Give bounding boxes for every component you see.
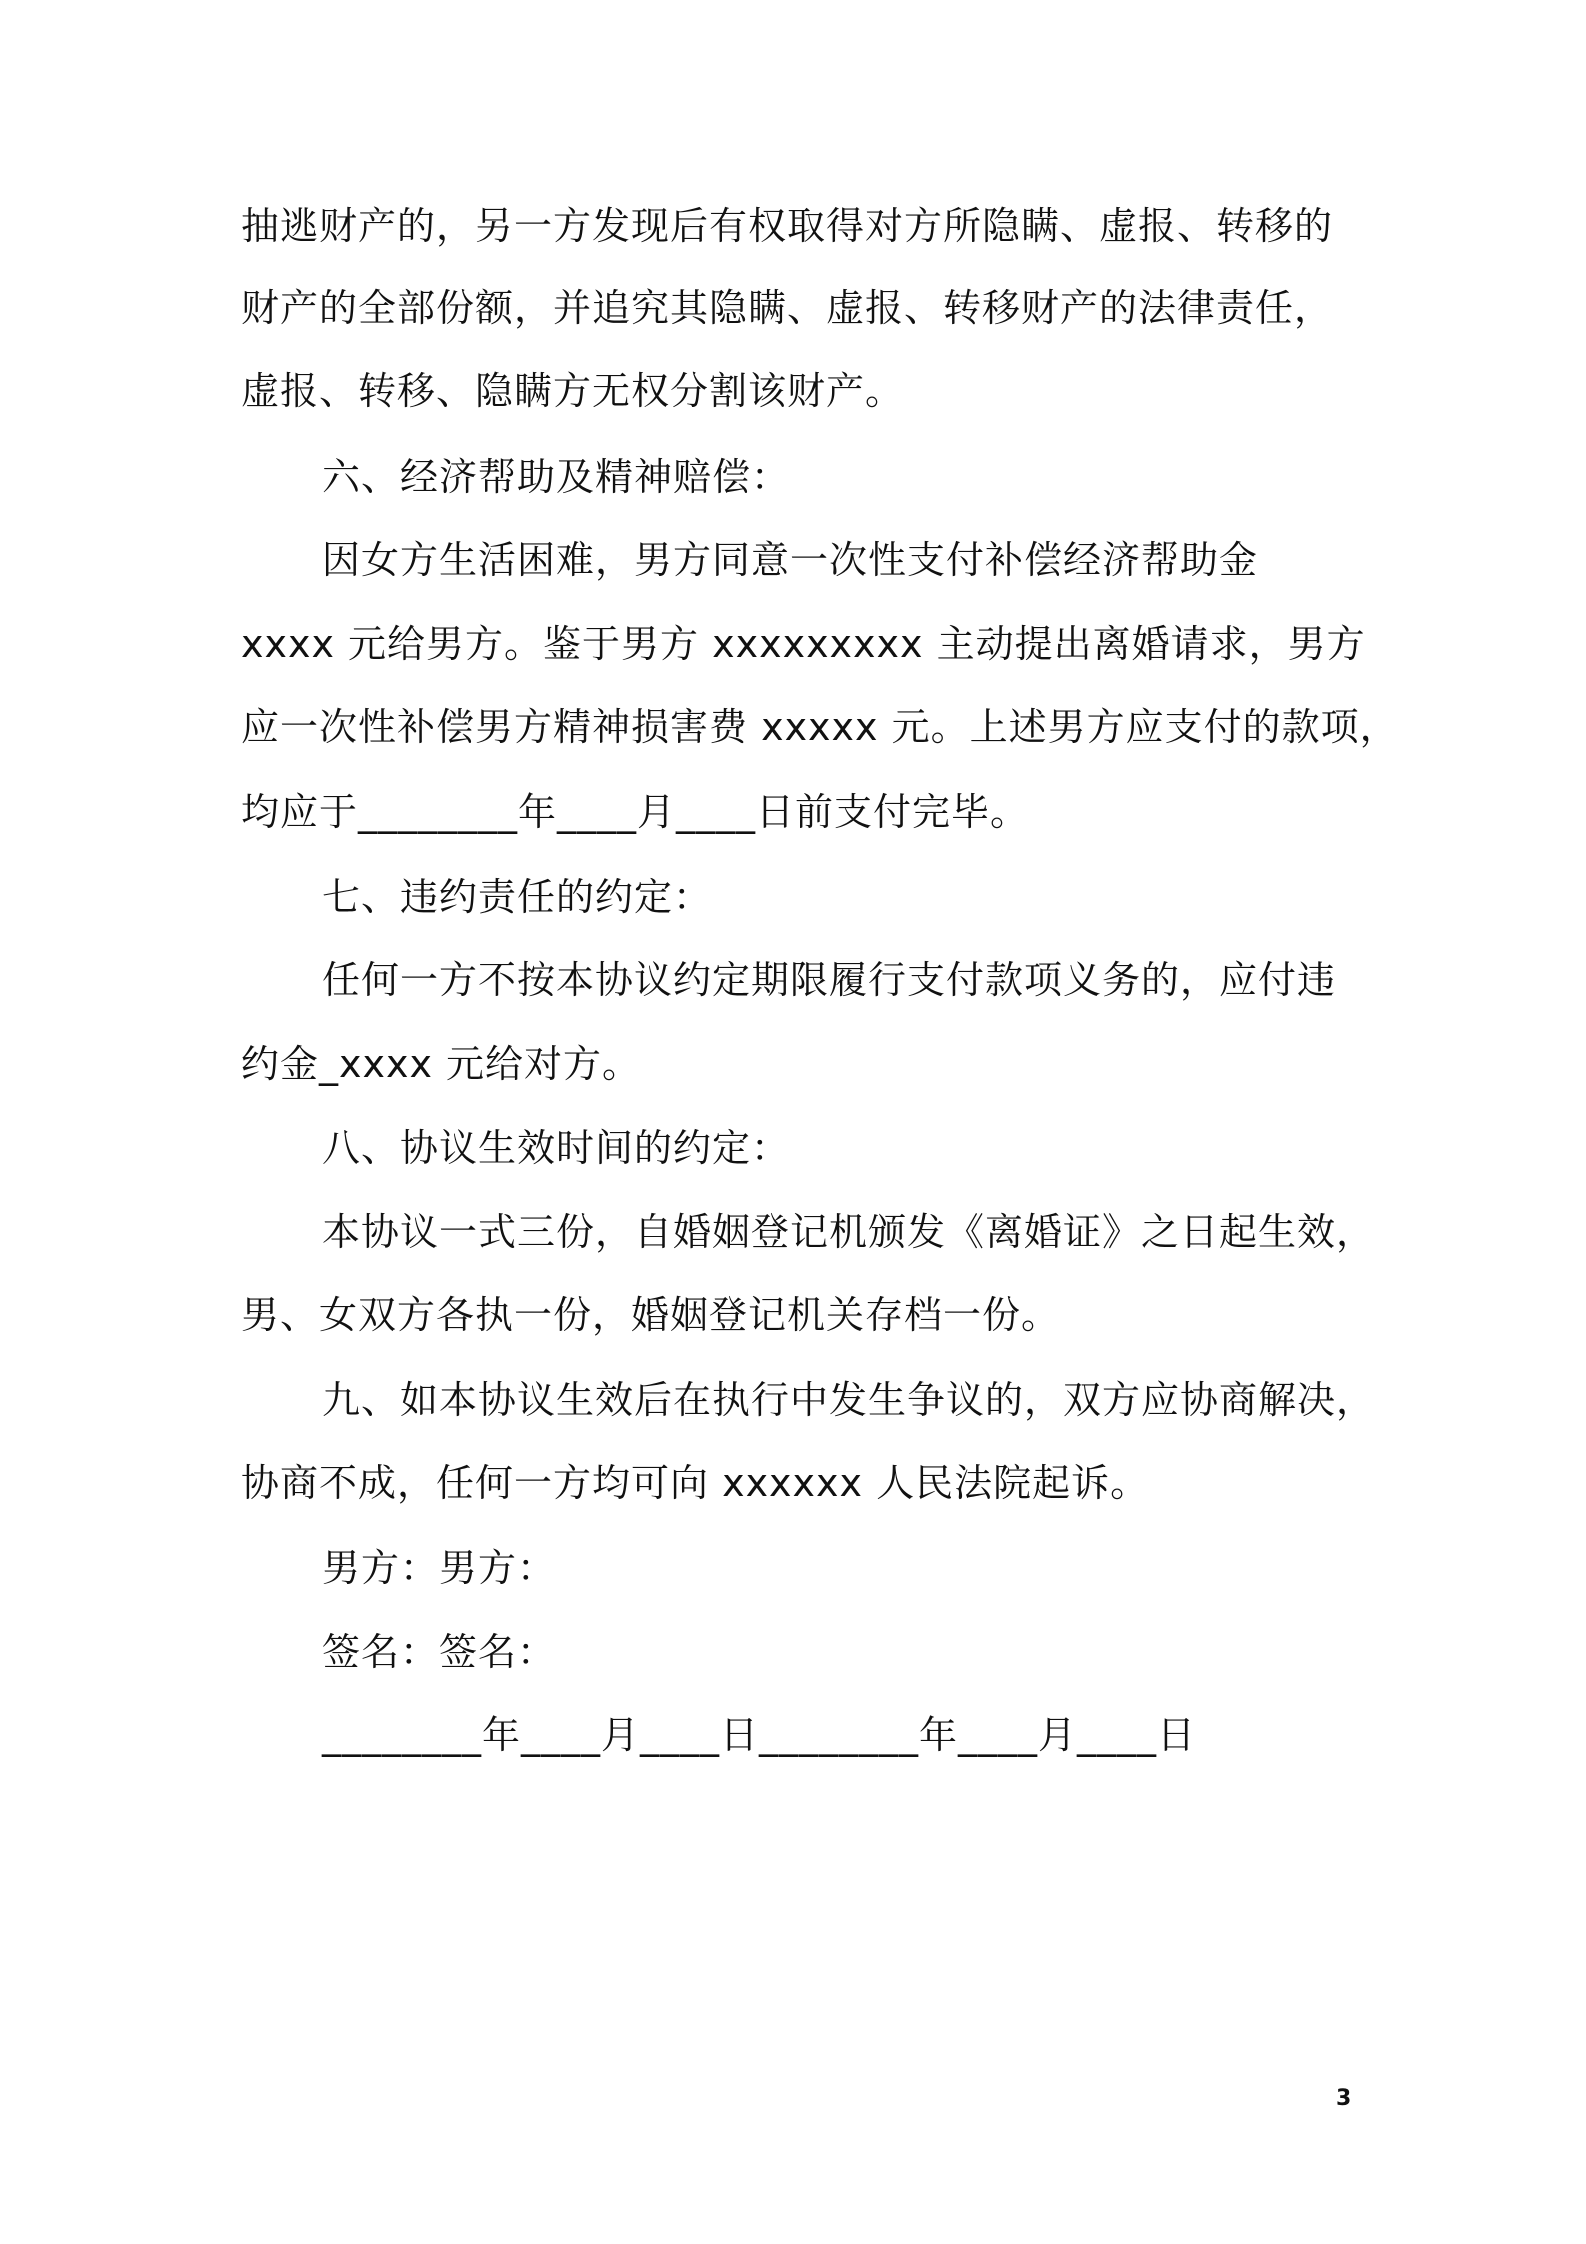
paragraph-line: 财产的全部份额，并追究其隐瞒、虚报、转移财产的法律责任， — [241, 286, 1334, 330]
section-heading-9: 九、如本协议生效后在执行中发生争议的，双方应协商解决， — [322, 1378, 1376, 1422]
paragraph-line: 协商不成，任何一方均可向 xxxxxx 人民法院起诉。 — [241, 1461, 1150, 1505]
paragraph-line: 任何一方不按本协议约定期限履行支付款项义务的，应付违 — [322, 958, 1337, 1002]
section-heading-6: 六、经济帮助及精神赔偿： — [322, 455, 791, 499]
paragraph-line: 均应于________年____月____日前支付完毕。 — [241, 790, 1030, 834]
paragraph-line: 本协议一式三份，自婚姻登记机颁发《离婚证》之日起生效， — [322, 1210, 1376, 1254]
signature-date-line: ________年____月____日________年____月____日 — [322, 1713, 1197, 1757]
signature-name-line: 签名：签名： — [322, 1630, 557, 1674]
page-number: 3 — [1336, 2086, 1352, 2111]
paragraph-line: 男、女双方各执一份，婚姻登记机关存档一份。 — [241, 1293, 1061, 1337]
paragraph-line: xxxx 元给男方。鉴于男方 xxxxxxxxx 主动提出离婚请求，男方 — [241, 622, 1366, 666]
paragraph-line: 应一次性补偿男方精神损害费 xxxxx 元。上述男方应支付的款项， — [241, 705, 1399, 749]
paragraph-line: 抽逃财产的，另一方发现后有权取得对方所隐瞒、虚报、转移的 — [241, 204, 1334, 248]
section-heading-7: 七、违约责任的约定： — [322, 875, 713, 919]
section-heading-8: 八、协议生效时间的约定： — [322, 1126, 791, 1170]
paragraph-line: 因女方生活困难，男方同意一次性支付补偿经济帮助金 — [322, 538, 1259, 582]
paragraph-line: 约金_xxxx 元给对方。 — [241, 1042, 642, 1086]
paragraph-line: 虚报、转移、隐瞒方无权分割该财产。 — [241, 369, 905, 413]
signature-party-line: 男方：男方： — [322, 1546, 557, 1590]
